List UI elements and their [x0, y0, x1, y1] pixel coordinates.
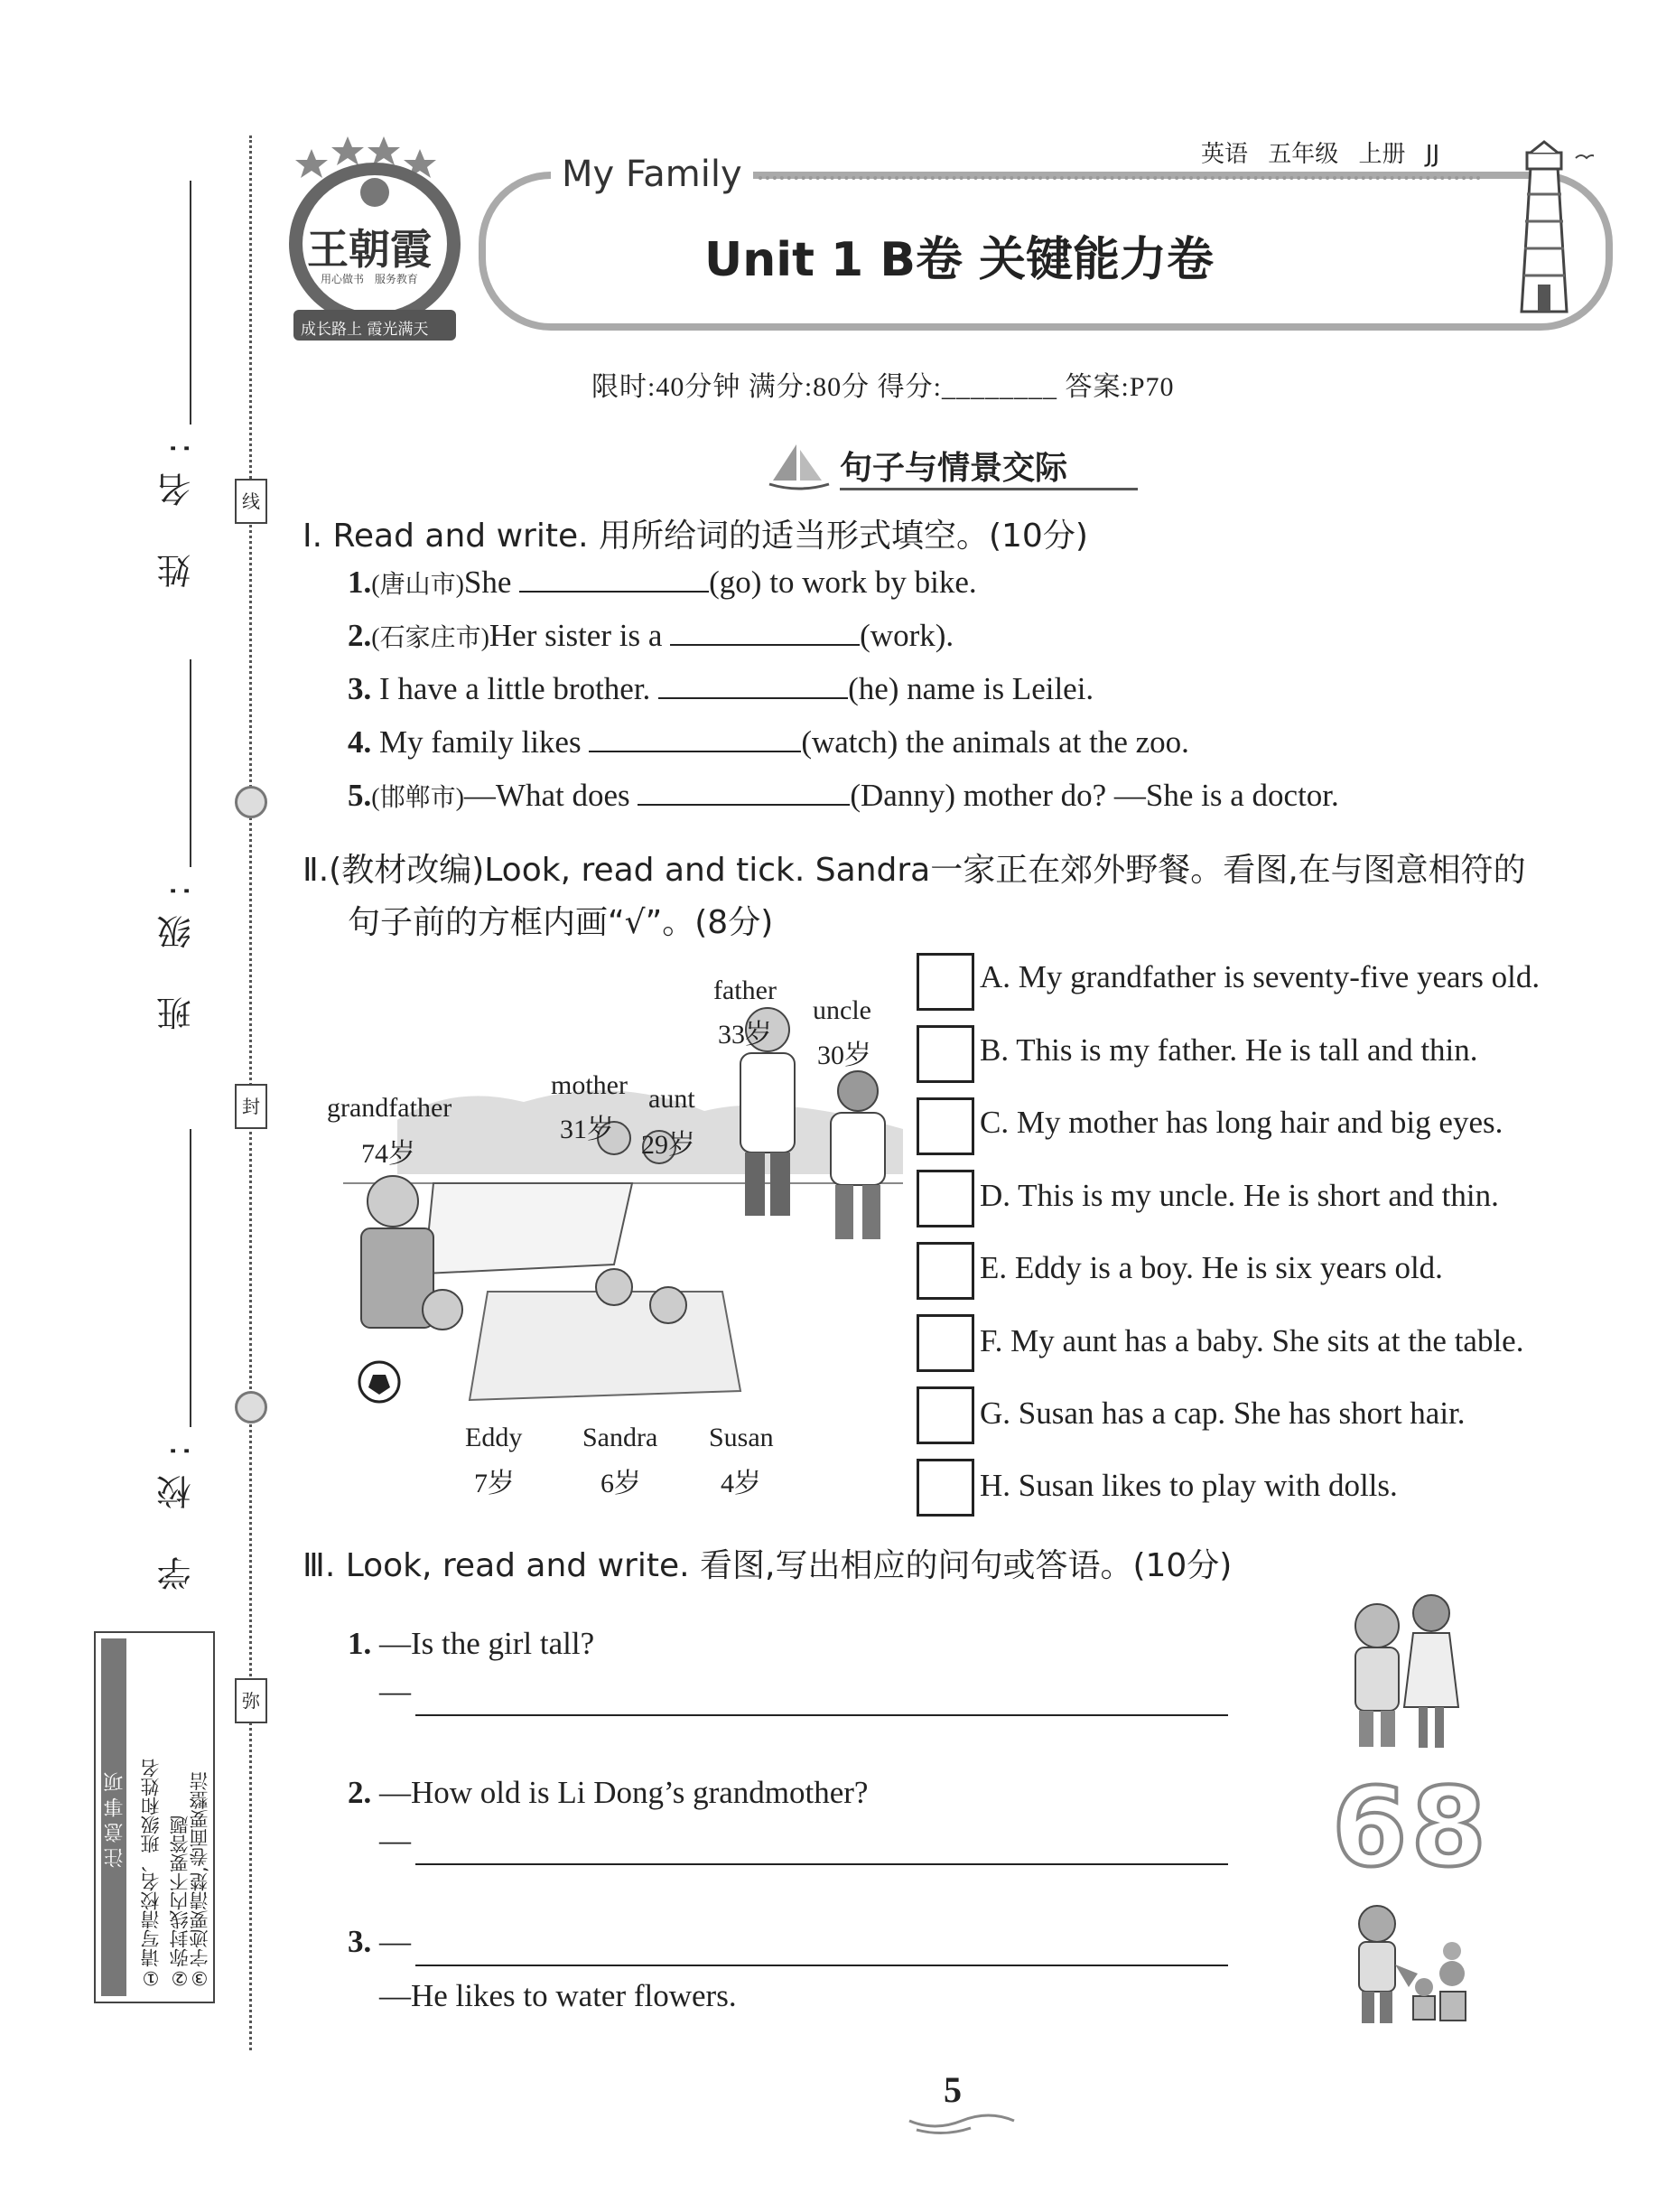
option-h: H. Susan likes to play with dolls.: [980, 1468, 1398, 1503]
boy-girl-picture: [1341, 1590, 1467, 1757]
page-number: 5: [944, 2069, 962, 2110]
name-label: 姓 名:: [157, 425, 197, 588]
tick-box-a[interactable]: [917, 953, 974, 1011]
cut-circle-icon: [235, 1391, 267, 1423]
label-father-age: 33岁: [718, 1020, 772, 1050]
uncle-figure: [817, 1066, 898, 1251]
cut-label-close: 弥: [235, 1678, 267, 1723]
tick-box-f[interactable]: [917, 1314, 974, 1372]
option-a: A. My grandfather is seventy-five years old.: [980, 959, 1541, 994]
tick-box-d[interactable]: [917, 1170, 974, 1227]
answer-blank[interactable]: [589, 751, 801, 752]
tick-box-b[interactable]: [917, 1025, 974, 1083]
q1-item-2: 2.(石家庄市)Her sister is a (work).: [348, 618, 954, 653]
section-title: 句子与情景交际: [840, 450, 1068, 487]
exam-meta: 限时:40分钟 满分:80分 得分:________ 答案:P70: [591, 372, 1175, 402]
tick-box-g[interactable]: [917, 1386, 974, 1444]
q3-item-3-answer: —He likes to water flowers.: [379, 1978, 737, 2013]
answer-blank[interactable]: [658, 697, 848, 699]
q1-heading: Ⅰ. Read and write. 用所给词的适当形式填空。(10分): [303, 518, 1088, 555]
tick-box-e[interactable]: [917, 1242, 974, 1300]
option-e: E. Eddy is a boy. He is six years old.: [980, 1250, 1443, 1285]
subtitle-dotted-rule: [759, 176, 1481, 180]
label-mother-age: 31岁: [560, 1115, 614, 1144]
q3-item-3-question: 3. —: [348, 1924, 411, 1959]
notice-head: 注意事项: [101, 1638, 126, 1996]
notice-item: ①请写清校名、班级和姓名: [140, 1759, 162, 1989]
option-d: D. This is my uncle. He is short and thin.: [980, 1178, 1499, 1213]
option-g: G. Susan has a cap. She has short hair.: [980, 1395, 1466, 1431]
edition-info: 英语 五年级 上册 JJ: [1201, 141, 1440, 168]
q3-answer-line-2[interactable]: [415, 1863, 1228, 1865]
page-wave-decoration: [908, 2114, 1016, 2140]
section-underline: [840, 488, 1138, 490]
class-field-line[interactable]: [190, 659, 191, 867]
q1-item-5: 5.(邯郸市)—What does (Danny) mother do? —She is a doctor.: [348, 778, 1339, 813]
answer-blank[interactable]: [638, 804, 850, 806]
q3-answer-line-3[interactable]: [415, 1965, 1228, 1966]
logo-slogan: 成长路上 霞光满天: [301, 321, 429, 339]
q3-answer-line-1[interactable]: [415, 1714, 1228, 1716]
option-f: F. My aunt has a baby. She sits at the table.: [980, 1323, 1524, 1358]
publisher-logo: [275, 131, 474, 348]
logo-tags: 用心做书 服务教育: [321, 273, 418, 285]
label-uncle: uncle: [813, 995, 871, 1025]
label-susan-age: 4岁: [721, 1469, 761, 1498]
label-uncle-age: 30岁: [817, 1041, 871, 1070]
logo-text: 王朝霞: [307, 225, 432, 274]
label-sandra: Sandra: [582, 1423, 658, 1452]
label-grandfather-age: 74岁: [361, 1139, 415, 1169]
label-father: father: [713, 975, 777, 1005]
age-number-picture: 68: [1332, 1766, 1490, 1891]
cut-label-line: 线: [235, 479, 267, 524]
q3-heading: Ⅲ. Look, read and write. 看图,写出相应的问句或答语。(10分): [303, 1547, 1233, 1584]
label-sandra-age: 6岁: [600, 1469, 641, 1498]
label-eddy: Eddy: [465, 1423, 523, 1452]
notice-box: [94, 1631, 215, 2003]
label-aunt-age: 29岁: [641, 1130, 695, 1160]
option-b: B. This is my father. He is tall and thin.: [980, 1032, 1478, 1068]
label-grandfather: grandfather: [327, 1093, 452, 1123]
answer-blank[interactable]: [519, 591, 709, 593]
lighthouse-icon: [1494, 140, 1594, 325]
cut-circle-icon: [235, 786, 267, 818]
tick-box-h[interactable]: [917, 1459, 974, 1517]
page-title: Unit 1 B卷 关键能力卷: [704, 233, 1215, 287]
label-eddy-age: 7岁: [474, 1469, 515, 1498]
label-mother: mother: [551, 1070, 628, 1100]
q3-item-2-question: 2. —How old is Li Dong’s grandmother?: [348, 1775, 869, 1810]
school-field-line[interactable]: [190, 1129, 191, 1427]
tick-box-c[interactable]: [917, 1097, 974, 1155]
name-field-line[interactable]: [190, 181, 191, 425]
boy-watering-flowers-picture: [1336, 1901, 1472, 2032]
label-aunt: aunt: [648, 1084, 695, 1114]
sailboat-icon: [768, 441, 831, 496]
q2-heading-line1: Ⅱ.(教材改编)Look, read and tick. Sandra一家正在郊外野餐。看图,在与图意相符的: [303, 852, 1526, 889]
q3-item-1-question: 1. —Is the girl tall?: [348, 1626, 595, 1661]
option-c: C. My mother has long hair and big eyes.: [980, 1105, 1503, 1140]
q1-item-3: 3. I have a little brother. (he) name is Leilei.: [348, 671, 1094, 706]
unit-subtitle: My Family: [551, 154, 753, 195]
answer-blank[interactable]: [670, 644, 860, 646]
q2-heading-line2: 句子前的方框内画“√”。(8分): [348, 904, 774, 941]
cut-label-seal: 封: [235, 1084, 267, 1129]
q1-item-4: 4. My family likes (watch) the animals at the zoo.: [348, 724, 1189, 760]
q3-item-1-dash: —: [379, 1674, 411, 1709]
school-label: 学 校:: [157, 1427, 197, 1591]
notice-item: ②弥封线内不要答题: [169, 1815, 191, 1989]
q3-item-2-dash: —: [379, 1823, 411, 1858]
class-label: 班 级:: [157, 867, 197, 1031]
label-susan: Susan: [709, 1423, 774, 1452]
q1-item-1: 1.(唐山市)She (go) to work by bike.: [348, 565, 977, 600]
notice-item: ③字迹要清楚,卷面要整洁: [189, 1771, 210, 1989]
